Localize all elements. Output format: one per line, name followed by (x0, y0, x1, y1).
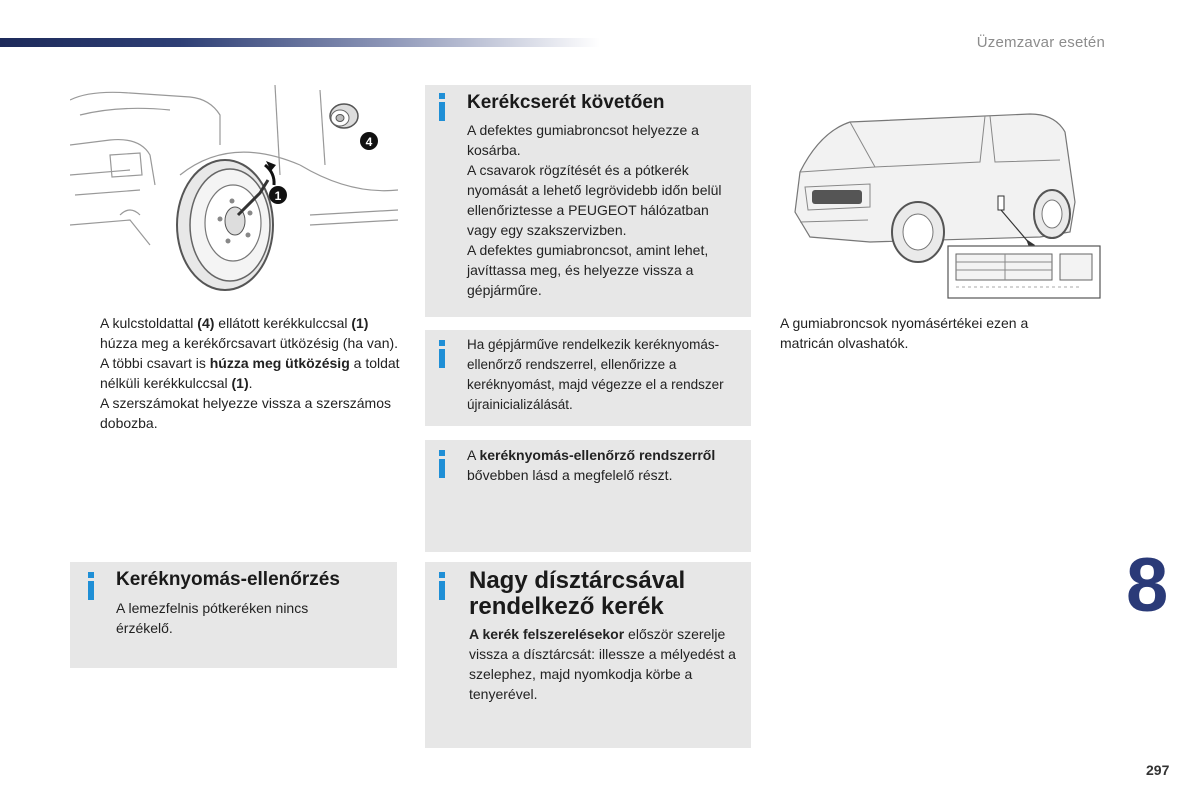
header-bar (0, 38, 600, 47)
text-run: a toldat nélküli kerékkulccsal (100, 355, 400, 391)
info-icon (439, 450, 447, 478)
text-run: húzza meg a kerékőrcsavart ütközésig (ha van). (100, 335, 399, 351)
box-body: Ha gépjárműve rendelkezik keréknyomás-ellenőrző rendszerrel, ellenőrizze a keréknyomást, majd végezze el a rendszer újrainicializálását. (467, 337, 724, 412)
box-body: A lemezfelnis pótkeréken nincs érzékelő. (116, 600, 309, 636)
text-run: A többi csavart is (100, 355, 210, 371)
section-title: Üzemzavar esetén (976, 34, 1105, 51)
step-item (74, 393, 404, 433)
info-icon (88, 572, 96, 600)
bold-text: (4) (197, 315, 215, 331)
info-box-tpms-reference (425, 440, 751, 552)
box-title: Kerékcserét követően (467, 92, 665, 113)
tyre-label-caption: A gumiabroncsok nyomásértékei ezen a matricán olvashatók. (780, 315, 1029, 351)
box-body (467, 445, 727, 485)
bold-text: (1) (231, 375, 249, 391)
bold-text: húzza meg ütközésig (209, 355, 350, 371)
box-paragraph: A csavarok rögzítését és a pótkerék nyomását a lehető legrövidebb időn belül ellenőriztesse a PEUGEOT hálózatban vagy egy szakszervizben. (467, 162, 722, 238)
bold-text: A kerék felszerelésekor (469, 626, 625, 642)
van-tyre-label-illustration (780, 92, 1102, 300)
callout-1-label: 1 (274, 189, 282, 203)
box-body (467, 120, 737, 300)
info-box-tpms-reset (425, 330, 751, 426)
text-run: A (467, 447, 480, 463)
text-run: . (248, 375, 253, 391)
info-icon (439, 93, 447, 121)
step-item (74, 353, 404, 393)
info-box-pressure-check (70, 562, 397, 668)
page-number: 297 (1146, 762, 1170, 778)
step-text (100, 355, 400, 391)
info-box-hubcap (425, 562, 751, 748)
text-run: bővebben lásd a megfelelő részt. (467, 467, 673, 483)
text-run: A kulcstoldattal (100, 315, 198, 331)
step-text (100, 315, 398, 351)
bold-text: keréknyomás-ellenőrző rendszerről (479, 447, 716, 463)
wheel-change-illustration (70, 85, 398, 295)
step-item (74, 313, 404, 353)
bold-text: (1) (351, 315, 369, 331)
text-run: ellátott kerékkulccsal (214, 315, 352, 331)
info-box-after-change (425, 85, 751, 317)
box-paragraph: A defektes gumiabroncsot helyezze a kosárba. (467, 122, 699, 158)
info-icon (439, 340, 447, 368)
box-paragraph: A defektes gumiabroncsot, amint lehet, javíttassa meg, és helyezze vissza a gépjárműre. (467, 242, 709, 298)
box-body (469, 624, 739, 704)
step-text (100, 395, 391, 431)
callout-4-label: 4 (365, 135, 373, 149)
box-title: Nagy dísztárcsával rendelkező kerék (469, 567, 686, 620)
chapter-number: 8 (1126, 543, 1169, 628)
steps-list (74, 313, 404, 433)
text-run: A szerszámokat helyezze vissza a szerszámos dobozba. (100, 395, 391, 431)
text-run: először szerelje vissza a dísztárcsát: illessze a mélyedést a szelephez, majd nyomkodja körbe a tenyerével. (469, 626, 736, 702)
info-icon (439, 572, 447, 600)
box-title: Keréknyomás-ellenőrzés (116, 569, 340, 590)
